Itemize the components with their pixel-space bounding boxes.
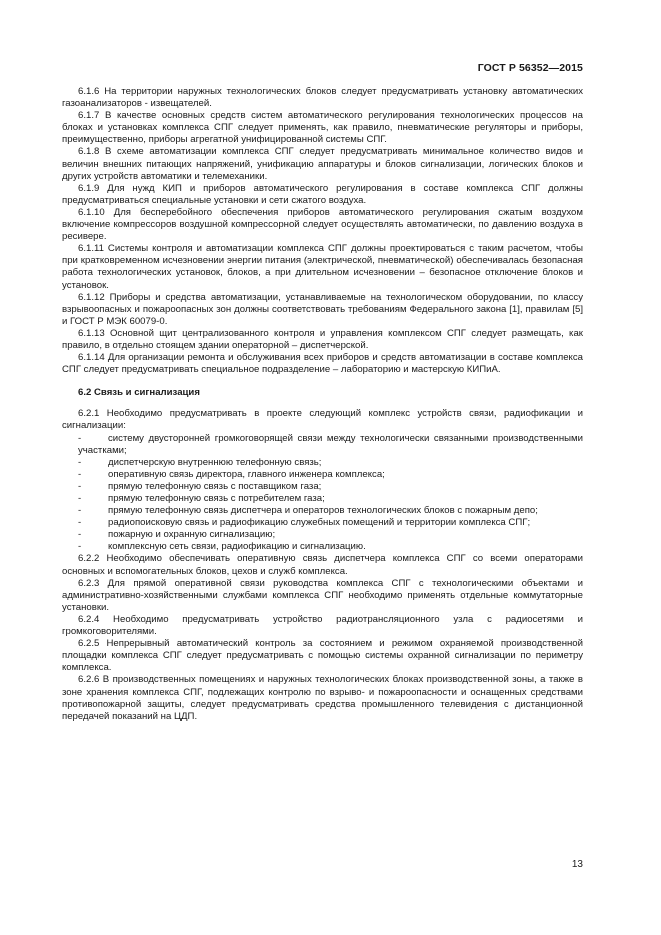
list-item — [62, 541, 583, 553]
list-item-text: пожарную и охранную сигнализацию; — [108, 529, 276, 541]
list-item — [62, 529, 583, 541]
paragraph-6-1-10: 6.1.10 Для бесперебойного обеспечения приборов автоматического регулирования сжатым воздухом включение компрессоров воздушной компрессорной следует осуществлять автоматически, по давлению воздуха в ресивере. — [62, 206, 583, 243]
list-dash: - — [78, 529, 82, 541]
list-dash: - — [78, 468, 82, 480]
paragraph-6-1-6: 6.1.6 На территории наружных технологических блоков следует предусматривать установку автоматических газоанализаторов - извещателей. — [62, 86, 583, 110]
list-item — [62, 457, 583, 469]
section-title: 6.2 Связь и сигнализация — [78, 387, 200, 399]
paragraph-6-2-6: 6.2.6 В производственных помещениях и наружных технологических блоках производственной зоны, а также в зоне хранения комплекса СПГ, подлежащих контролю по взрыво- и пожароопасности и оснащенных средствами противопожарной защиты, следует предусматривать средства промышленного телевидения с дистанционной передачей показаний на ЦДП. — [62, 674, 583, 722]
paragraph-6-1-13: 6.1.13 Основной щит централизованного контроля и управления комплексом СПГ следует размещать, как правило, в отдельно стоящем здании операторной – диспетчерской. — [62, 327, 583, 351]
paragraph-6-1-14: 6.1.14 Для организации ремонта и обслуживания всех приборов и средств автоматизации в составе комплекса СПГ следует предусматривать специальное подразделение – лабораторию и мастерскую КИПиА. — [62, 352, 583, 376]
paragraph-6-1-11: 6.1.11 Системы контроля и автоматизации комплекса СПГ должны проектироваться с таким расчетом, чтобы при кратковременном исчезновении энергии питания (электрической, пневматической) обеспечивалась безопасная работа технологических установок, блоков, а при длительном исчезновении – безопасное отключение блоков и установок. — [62, 243, 583, 291]
paragraph-6-2-5: 6.2.5 Непрерывный автоматический контроль за состоянием и режимом охраняемой производственной площадки комплекса СПГ следует предусматривать с помощью системы охранной сигнализации по периметру комплекса. — [62, 638, 583, 674]
list-item — [62, 517, 583, 529]
paragraph-6-1-12: 6.1.12 Приборы и средства автоматизации, устанавливаемые на технологическом оборудовании, по классу взрывоопасных и пожароопасных зон должны соответствовать требованиям Федерального закона [1], правилам [5] и ГОСТ Р МЭК 60079-0. — [62, 291, 583, 327]
list-item-text: диспетчерскую внутреннюю телефонную связь; — [108, 456, 322, 468]
list-item-text: прямую телефонную связь диспетчера и операторов технологических блоков с пожарным депо; — [108, 505, 538, 517]
list-item — [62, 469, 583, 481]
list-item-text: прямую телефонную связь с поставщиком газа; — [108, 480, 322, 492]
paragraph-6-2-3: 6.2.3 Для прямой оперативной связи руководства комплекса СПГ с технологическими объектами и административно-хозяйственными службами комплекса СПГ необходимо применять отдельные коммутаторные установки. — [62, 577, 583, 613]
list-item-text: прямую телефонную связь с потребителем газа; — [108, 493, 325, 504]
paragraph-6-2-2: 6.2.2 Необходимо обеспечивать оперативную связь диспетчера комплекса СПГ со всеми операторами основных и вспомогательных блоков, цехов и служб комплекса. — [62, 553, 583, 577]
list-dash: - — [78, 505, 82, 517]
list-item — [62, 481, 583, 493]
list-item — [62, 505, 583, 517]
list-item-text: системy двусторонней громкоговорящей связи между технологически связанными производственными участками; — [78, 432, 583, 456]
paragraph-6-1-9: 6.1.9 Для нужд КИП и приборов автоматического регулирования в составе комплекса СПГ должны предусматриваться специальные установки и сети сжатого воздуха. — [62, 182, 583, 206]
list-dash: - — [78, 432, 82, 444]
paragraph-6-2-4: 6.2.4 Необходимо предусматривать устройство радиотрансляционного узла с радиосетями и громкоговорителями. — [62, 613, 583, 638]
page-body — [62, 86, 583, 723]
list-item — [62, 493, 583, 505]
list-dash: - — [78, 493, 82, 504]
list-item-text: радиопоисковую связь и радиофикацию служебных помещений и территории комплекса СПГ; — [108, 517, 531, 529]
list-item — [62, 433, 583, 457]
list-item-text: оперативную связь директора, главного инженера комплекса; — [108, 468, 385, 480]
document-code: ГОСТ Р 56352—2015 — [477, 62, 583, 74]
page-number: 13 — [571, 859, 583, 870]
list-item-text: комплексную сеть связи, радиофикацию и сигнализацию. — [108, 541, 366, 553]
paragraph-6-2-1: 6.2.1 Необходимо предусматривать в проекте следующий комплекс устройств связи, радиофикации и сигнализации: — [62, 408, 583, 432]
list-dash: - — [78, 456, 82, 468]
list-dash: - — [78, 541, 82, 553]
list-dash: - — [78, 480, 82, 492]
paragraph-6-1-8: 6.1.8 В схеме автоматизации комплекса СПГ следует предусматривать минимальное количество видов и величин внешних питающих напряжений, унификацию аппаратуры и блоков сигнализации, логических блоков и других устройств автоматики и телемеханики. — [62, 146, 583, 182]
list-dash: - — [78, 517, 82, 529]
paragraph-6-1-7: 6.1.7 В качестве основных средств систем автоматического регулирования технологических процессов на блоках и установках комплекса СПГ следует применять, как правило, пневматические регуляторы и приборы, преимущественно, приборы агрегатной унифицированной системы СПГ. — [62, 110, 583, 146]
